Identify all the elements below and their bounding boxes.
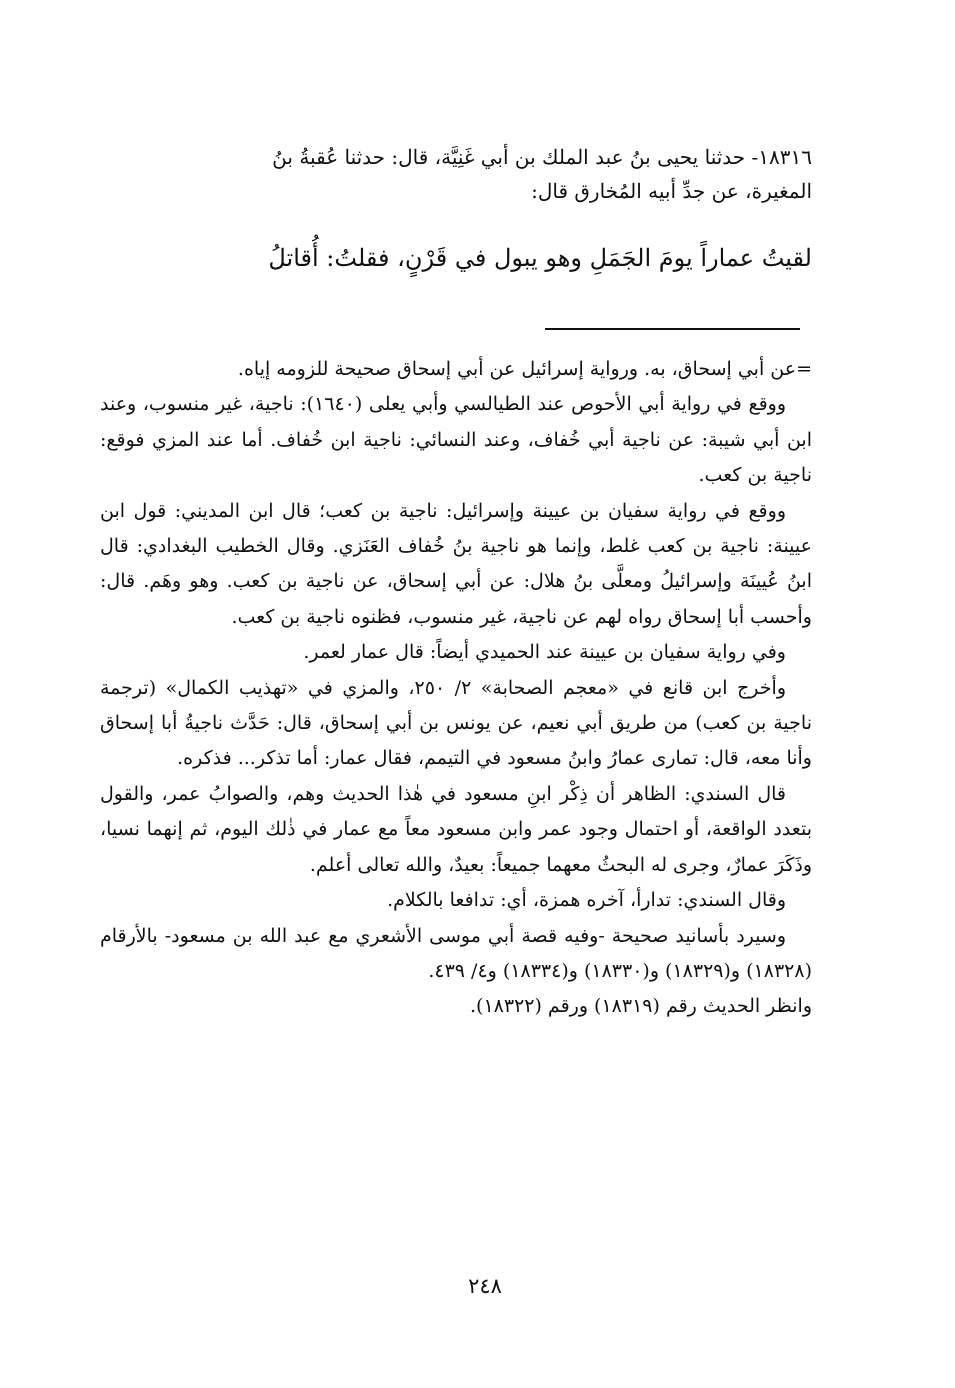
footnotes bbox=[100, 352, 812, 1025]
footnote-paragraph-5: وأخرج ابن قانع في «معجم الصحابة» ٢/ ٢٥٠، والمزي في «تهذيب الكمال» (ترجمة ناجية بن كعب) من طريق أبي نعيم، عن يونس بن أبي إسحاق، قال: حَدَّث ناجيةُ أبا إسحاق وأنا معه، قال: تمارى عمارُ وابنُ مسعود في التيمم، فقال عمار: أما تذكر... فذكره. bbox=[100, 676, 812, 770]
hadith-main-text: لقيتُ عماراً يومَ الجَمَلِ وهو يبول في قَرْنٍ، فقلتُ: أُقاتلُ bbox=[268, 244, 812, 272]
footnote-paragraph-6: قال السندي: الظاهر أن ذِكْر ابنِ مسعود في هٰذا الحديث وهم، والصوابُ عمر، والقول بتعدد الواقعة، أو احتمال وجود عمر وابن مسعود معاً مع عمار في ذٰلك اليوم، ثم إنهما نسيا، وذَكَرَ عمارٌ، وجرى له البحثُ معهما جميعاً: بعيدٌ، والله تعالى أعلم. bbox=[100, 782, 812, 876]
page-number: ٢٤٨ bbox=[468, 1274, 502, 1298]
footnote-paragraph-8: وسيرد بأسانيد صحيحة -وفيه قصة أبي موسى الأشعري مع عبد الله بن مسعود- بالأرقام (١٨٣٢٨) و(١٨٣٢٩) و(١٨٣٣٠) و(١٨٣٣٤) و٤/ ٤٣٩. bbox=[100, 924, 812, 982]
hadith-header-line-2: المغيرة، عن جدِّ أبيه المُخارق قال: bbox=[531, 179, 812, 203]
footnote-separator bbox=[545, 328, 800, 330]
hadith-header bbox=[100, 140, 812, 208]
footnote-paragraph-9: وانظر الحديث رقم (١٨٣١٩) ورقم (١٨٣٢٢). bbox=[470, 995, 812, 1018]
footnote-paragraph-7: وقال السندي: تدارأ، آخره همزة، أي: تدافعا بالكلام. bbox=[387, 889, 786, 912]
footnote-paragraph-2: ووقع في رواية أبي الأحوص عند الطيالسي وأبي يعلى (١٦٤٠): ناجية، غير منسوب، وعند ابن أبي شيبة: عن ناجية أبي خُفاف، وعند النسائي: ناجية ابن خُفاف. أما عند المزي فوقع: ناجية بن كعب. bbox=[100, 393, 812, 487]
footnote-paragraph-3: ووقع في رواية سفيان بن عيينة وإسرائيل: ناجية بن كعب؛ قال ابن المديني: قول ابن عيينة: ناجية بن كعب غلط، وإنما هو ناجية بنُ خُفاف العَنَزي. وقال الخطيب البغدادي: قال ابنُ عُيينَة وإسرائيلُ ومعلَّى بنُ هلال: عن أبي إسحاق، عن ناجية بن كعب. وهو وهَم. قال: وأحسب أبا إسحاق رواه لهم عن ناجية، غير منسوب، فظنوه ناجية بن كعب. bbox=[100, 499, 812, 628]
footnote-paragraph-4: وفي رواية سفيان بن عيينة عند الحميدي أيضاً: قال عمار لعمر. bbox=[303, 641, 786, 664]
hadith-header-line-1: ١٨٣١٦- حدثنا يحيى بنُ عبد الملك بن أبي غَنِيَّة، قال: حدثنا عُقبةُ بنُ bbox=[272, 145, 812, 169]
footnote-paragraph-1: =عن أبي إسحاق، به. ورواية إسرائيل عن أبي إسحاق صحيحة للزومه إياه. bbox=[237, 358, 812, 380]
